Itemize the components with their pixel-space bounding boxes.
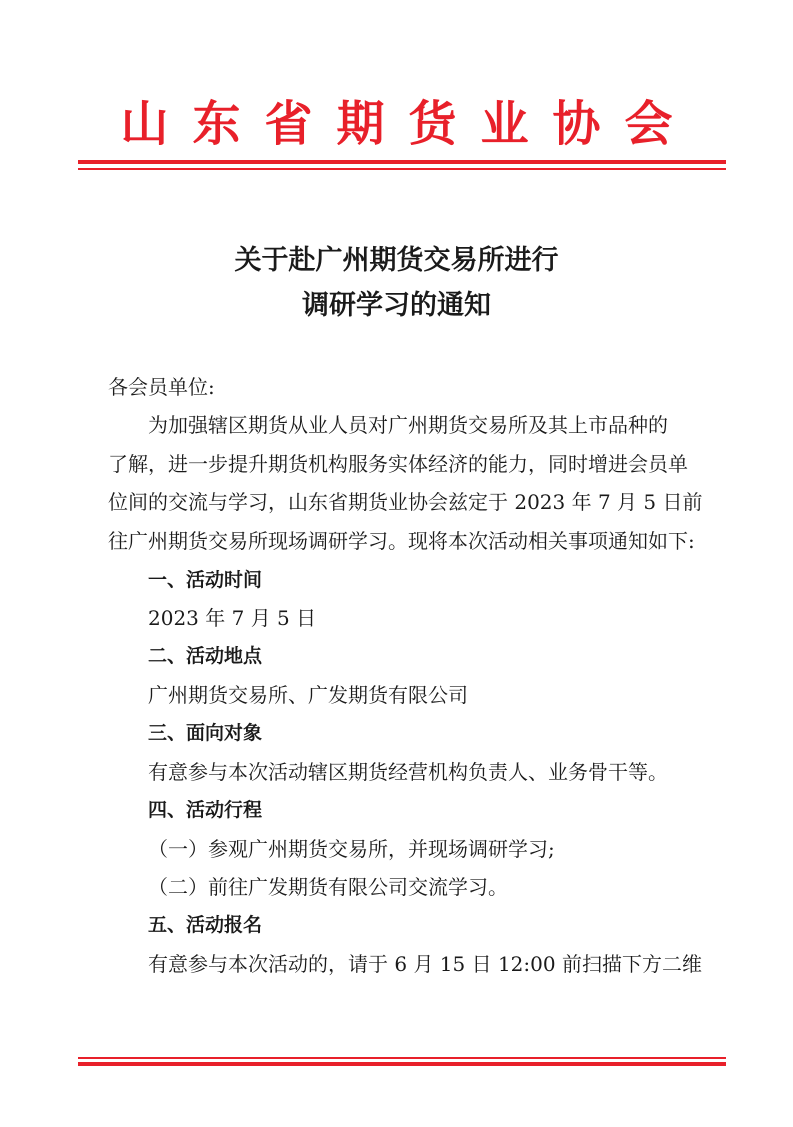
section-time-value: 2023 年 7 月 5 日 [148,606,317,630]
paragraph-line-1: 为加强辖区期货从业人员对广州期货交易所及其上市品种的 [148,413,668,437]
letterhead-rule-thin [78,168,726,170]
letterhead-rule-thick [78,160,726,164]
section-place-heading: 二、活动地点 [148,645,263,667]
section-time-heading: 一、活动时间 [148,569,263,591]
salutation: 各会员单位: [108,375,215,399]
section-signup-heading: 五、活动报名 [148,914,263,936]
paragraph-line-2: 了解，进一步提升期货机构服务实体经济的能力，同时增进会员单 [108,452,688,476]
section-place-value: 广州期货交易所、广发期货有限公司 [148,683,468,707]
paragraph-line-4: 往广州期货交易所现场调研学习。现将本次活动相关事项通知如下: [108,529,695,553]
section-itinerary-item-1: （一）参观广州期货交易所，并现场调研学习; [148,837,555,861]
letterhead-org-name: 山东省期货业协会 [120,96,697,152]
footer-rule-thin [78,1057,726,1059]
paragraph-line-3: 位间的交流与学习，山东省期货业协会兹定于 2023 年 7 月 5 日前 [108,490,703,514]
section-itinerary-heading: 四、活动行程 [148,799,263,821]
footer-rule-thick [78,1062,726,1066]
section-itinerary-item-2: （二）前往广发期货有限公司交流学习。 [148,875,508,899]
section-audience-heading: 三、面向对象 [148,722,263,744]
notice-title-line2: 调研学习的通知 [302,290,491,321]
section-audience-value: 有意参与本次活动辖区期货经营机构负责人、业务骨干等。 [148,760,668,784]
section-signup-value: 有意参与本次活动的，请于 6 月 15 日 12:00 前扫描下方二维 [148,952,702,976]
notice-title-line1: 关于赴广州期货交易所进行 [234,245,559,276]
